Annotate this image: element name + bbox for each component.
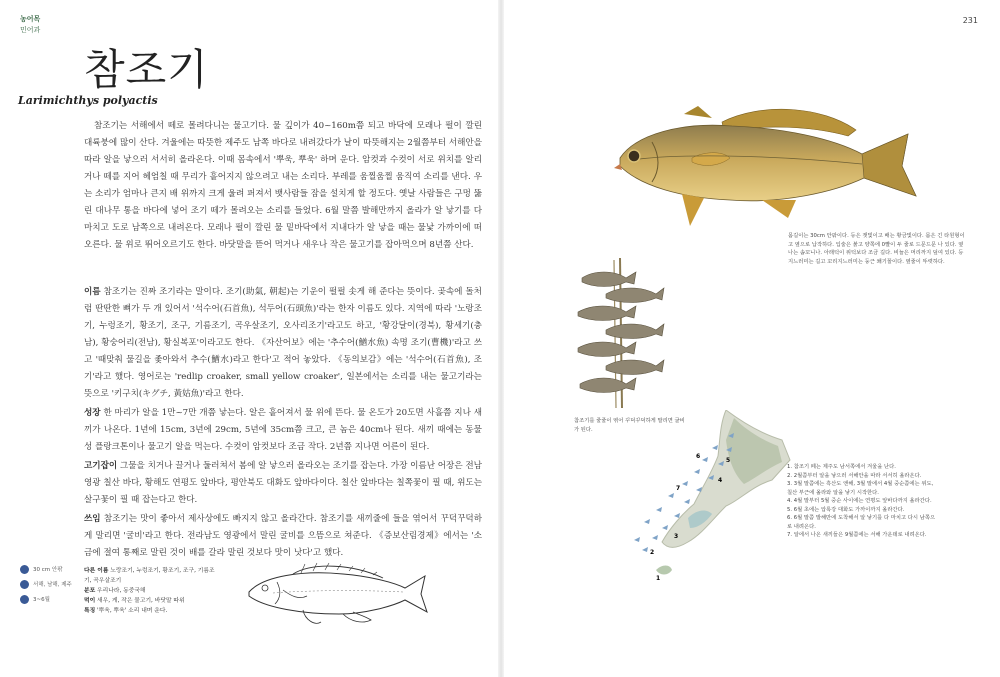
migration-step: 3. 3월 말쯤에는 흑산도 앤해, 3월 말에서 4월 중순쯤에는 위도, 칠산 부근에 올라와 알을 낳기 시작한다. <box>787 481 934 496</box>
map-marker-2: 2 <box>650 549 655 556</box>
fish-line-drawing <box>243 560 433 630</box>
section-fishing <box>84 458 482 509</box>
category-order: 농어목 <box>20 15 41 23</box>
fact-value: 노랑조기, 누렁조기, 황조기, 조구, 기름조기, 곡우살조기 <box>84 568 215 584</box>
page-number: 231 <box>962 16 978 25</box>
fact-trait <box>84 606 219 616</box>
migration-step: 2. 2월쯤부터 알을 낳으러 서해안을 따라 서서히 올라온다. <box>787 472 922 479</box>
section-name <box>84 284 482 403</box>
yellow-croaker-illustration <box>612 100 934 228</box>
section-growth <box>84 405 482 456</box>
fish-caption: 몸길이는 30cm 안팎이다. 등은 잿빛이고 배는 황금빛이다. 몸은 긴 타원형이고 옆으로 납작하다. 입술은 붉고 양쪽에 0빨이 두 줄로 드문드문 나 있다. 옆나는 솜꼬니나. 아래턱이 위턱보다 조금 길다. 비늘은 머리까지 덮여 있다. 등지느러미는 길고 꼬리지느러미는 둥근 쐐기꼴이다. 옆줄이 뚜렷하다. <box>788 233 965 265</box>
gulbi-caption: 참조기를 줄줄이 엮어 꾸덕꾸덕하게 말리면 굴비가 된다. <box>574 418 685 433</box>
fact-label: 먹이 <box>84 598 96 604</box>
migration-step: 1. 참조기 떼는 제주도 남서쪽에서 겨울을 난다. <box>787 464 896 470</box>
migration-caption <box>787 463 937 540</box>
legend-text: 서해, 남해, 제주 <box>33 582 72 588</box>
map-marker-6: 6 <box>696 453 701 460</box>
migration-step: 6. 6월 말쯤 발해만에 도착해서 알 낳기를 다 마치고 다시 남쪽으로 내려온다. <box>787 515 936 530</box>
fact-label: 다른 이름 <box>84 568 109 574</box>
scientific-name: Larimichthys polyactis <box>18 94 158 107</box>
map-marker-4: 4 <box>718 477 723 484</box>
section-text: 한 마리가 알을 1만~7만 개쯤 낳는다. 알은 흩어져서 물 위에 뜬다. 물 온도가 20도면 사흘쯤 지나 새끼가 나온다. 1년에 15cm, 3년에 29cm, 5년에 35cm쯤 크고, 큰 놈은 40cm나 된다. 새끼 때에는 동물성 플랑크톤이나 물고기 알을 먹는다. 수컷이 암컷보다 조금 작다. 2년쯤 지나면 어른이 된다. <box>84 408 482 452</box>
fact-value: 우리나라, 동중국해 <box>97 588 146 594</box>
section-text: 참조기는 진짜 조기라는 말이다. 조기(助氣, 朝起)는 기운이 펄펄 솟게 해 준다는 뜻이다. 곶속에 돌처럼 딴딴한 뼈가 두 개 있어서 '석수어(石首魚), 석두어(石頭魚)'라는 한자 이름도 있다. 지역에 따라 '노랑조기, 누렁조기, 황조기, 조구, 기름조기, 곡우살조기, 오사리조기'라고도 하고, '황강달이(경북), 황세기(충남), 황숭어리(전남), 황실복포'이라고도 한다. 《자산어보》에는 '추수어(鰌水魚) 속명 조기(曹機)'라고 쓰고 '때맞춰 물길을 좇아와서 추수(鰌水)라고 한다'고 적어 놓았다. 《동의보감》에는 '석수어(石首魚), 조기'라고 했다. 영어로는 'redlip croaker, small yellow croaker', 일본에서는 소리를 내는 물고기라는 뜻으로 '키구치(キグチ, 黃姑魚)'라고 한다. <box>84 287 482 399</box>
intro-paragraph: 참조기는 서해에서 떼로 몰려다니는 물고기다. 물 깊이가 40~160m쯤 되고 바닥에 모래나 펄이 깔린 대륙붕에 많이 산다. 겨울에는 따뜻한 제주도 남쪽 바다로 내려갔다가 날이 따뜻해지는 2월쯤부터 서해안을 따라 알을 낳으러 서서히 올라온다. 이때 몸속에서 '뿌욱, 뿌욱' 하며 운다. 암컷과 수컷이 서로 위치를 알리거나 떼를 지어 헤엄칠 때 무리가 흩어지지 않으려고 내는 소리다. 부레를 움찔움찔 움직여 소리를 낸다. 우는 소리가 엄마나 큰지 배 위까지 크게 울려 퍼져서 뱃사람들 잠을 설치게 할 정도다. 옛날 사람들은 구멍 뚫린 대나무 통을 바다에 넣어 조기 떼가 몰려오는 소리를 들었다. 6월 말쯤 발해만까지 올라가 알 낳기를 다 마치고 도로 남쪽으로 내려온다. 모래나 펄이 깔린 물 밑바닥에서 지내다가 알 낳을 때는 물낯 가까이에 떠오른다. 물 위로 뛰어오르기도 한다. 바닷말을 뜯어 먹거나 새우나 작은 물고기를 잡아먹으며 8년쯤 산다. <box>84 121 482 250</box>
fact-value: '뿌욱, 뿌욱' 소리 내며 운다. <box>97 608 168 614</box>
section-heading: 고기잡이 <box>84 461 118 471</box>
fact-label: 분포 <box>84 588 96 594</box>
fact-food <box>84 596 219 606</box>
section-heading: 성장 <box>84 408 101 418</box>
legend-text: 3~6월 <box>33 597 50 603</box>
fact-other-names <box>84 566 219 586</box>
legend-season <box>20 595 50 604</box>
migration-map <box>622 410 792 586</box>
migration-step: 4. 4월 말부터 5월 중순 사이에는 연평도 앞바다까지 올라간다. <box>787 498 932 504</box>
migration-step: 7. 알에서 나온 새끼들은 9월쯤에는 서해 가운데로 내려온다. <box>787 532 927 538</box>
gulbi-string-illustration <box>570 258 670 413</box>
page-title: 참조기 <box>84 45 209 94</box>
section-heading: 쓰임 <box>84 514 101 524</box>
map-marker-3: 3 <box>674 533 679 540</box>
map-marker-5: 5 <box>726 457 731 464</box>
page-gutter <box>498 0 504 677</box>
fact-distribution <box>84 586 219 596</box>
map-icon <box>20 580 29 589</box>
legend-size <box>20 565 63 574</box>
sections <box>84 284 482 564</box>
paw-icon <box>20 595 29 604</box>
section-heading: 이름 <box>84 287 101 297</box>
category-family: 민어과 <box>20 26 41 34</box>
map-marker-1: 1 <box>656 575 661 582</box>
facts-box <box>84 566 219 616</box>
section-use <box>84 511 482 562</box>
legend-text: 30 cm 안팎 <box>33 567 63 573</box>
section-text: 참조기는 맛이 좋아서 제사상에도 빠지지 않고 올라간다. 참조기를 새끼줄에 들을 엮어서 꾸덕꾸덕하게 말리면 '굴비'라고 한다. 전라남도 영광에서 말린 굴비를 으뜸으로 쳐준다. 《증보산림경제》에서는 '소금에 절여 통째로 말린 것이 배를 갈라 말린 것보다 맛이 낫다'고 했다. <box>84 514 483 558</box>
legend-habitat <box>20 580 72 589</box>
fact-label: 특징 <box>84 608 96 614</box>
ruler-icon <box>20 565 29 574</box>
fact-value: 새우, 게, 작은 물고기, 바닷말 따위 <box>97 598 185 604</box>
map-marker-7: 7 <box>676 485 681 492</box>
migration-step: 5. 6월 초에는 압록강 대화도 가까이까지 올라간다. <box>787 506 905 513</box>
section-text: 그물을 치거나 끌거나 둘러쳐서 봄에 알 낳으러 올라오는 조기를 잡는다. 가장 이름난 어장은 전남 영광 칠산 바다, 황해도 연평도 앞바다, 평안북도 대화도 앞바다이다. 칠산 앞바다는 칠쪽꽃이 필 때, 위도는 살구꽃이 필 때 잡는다고 한다. <box>84 461 482 505</box>
